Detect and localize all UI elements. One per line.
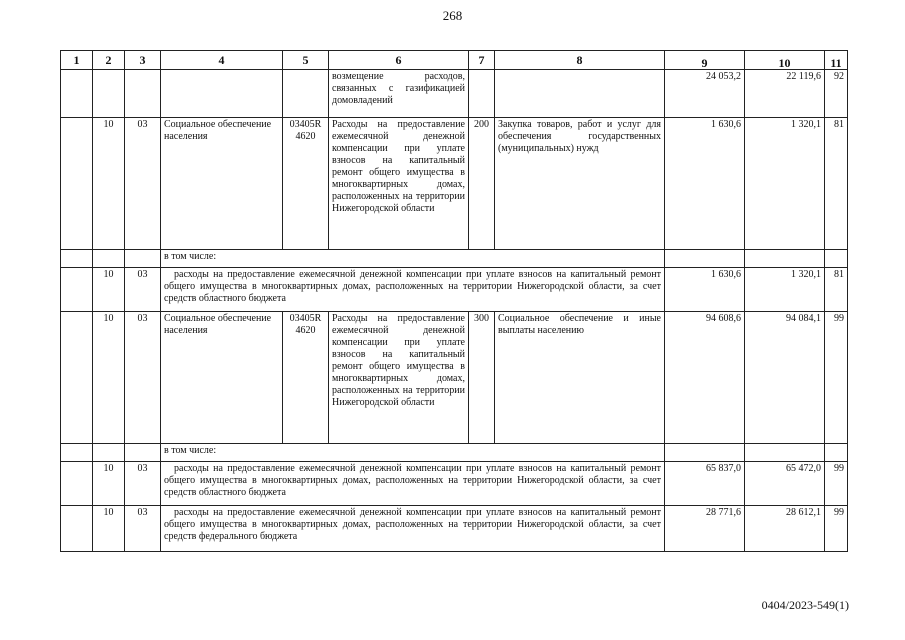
page-number: 268: [442, 8, 463, 23]
cell-col3: [125, 444, 161, 462]
cell-breakdown-desc: расходы на предоставление ежемесячной денежной компенсации при уплате взносов на капитальный ремонт общего имущества в многоквартирных домах, расположенных на территории Нижегородской области, за счет средств областного бюджета: [161, 462, 665, 506]
table-body: [61, 70, 848, 552]
header-row: [61, 51, 848, 70]
column-header-7: 7: [469, 51, 495, 70]
cell-name: [161, 70, 283, 118]
cell-col11: [825, 444, 848, 462]
cell-subsection: 03: [125, 506, 161, 552]
cell-section: 10: [93, 268, 125, 312]
cell-section: 10: [93, 462, 125, 506]
cell-expense-desc: Расходы на предоставление ежемесячной денежной компенсации при уплате взносов на капитальный ремонт общего имущества в многоквартирных домах, расположенных на территории Нижегородской области: [329, 118, 469, 250]
cell-amount-actual: 65 472,0: [745, 462, 825, 506]
document-code: 0404/2023-549(1): [761, 598, 849, 612]
cell-percent: 81: [825, 268, 848, 312]
cell-expense-desc: возмещение расходов, связанных с газификацией домовладений: [329, 70, 469, 118]
cell-target-code: 03405R 4620: [283, 118, 329, 250]
cell-amount-plan: 65 837,0: [665, 462, 745, 506]
cell-section: 10: [93, 312, 125, 444]
column-header-8: 8: [495, 51, 665, 70]
including-label: в том числе:: [161, 444, 665, 462]
cell-percent: 99: [825, 462, 848, 506]
cell-col9: [665, 444, 745, 462]
cell-col10: [745, 250, 825, 268]
cell-amount-plan: 1 630,6: [665, 118, 745, 250]
table-row: [61, 250, 848, 268]
column-header-5: 5: [283, 51, 329, 70]
cell-subsection: 03: [125, 462, 161, 506]
cell-amount-actual: 22 119,6: [745, 70, 825, 118]
cell-subsection: 03: [125, 312, 161, 444]
table-row: [61, 268, 848, 312]
including-label: в том числе:: [161, 250, 665, 268]
column-header-1: 1: [61, 51, 93, 70]
cell-percent: 99: [825, 312, 848, 444]
cell-percent: 92: [825, 70, 848, 118]
cell-section: 10: [93, 506, 125, 552]
cell-section: [93, 70, 125, 118]
cell-breakdown-desc: расходы на предоставление ежемесячной денежной компенсации при уплате взносов на капитальный ремонт общего имущества в многоквартирных домах, расположенных на территории Нижегородской области, за счет средств областного бюджета: [161, 268, 665, 312]
cell-expense-type-code: 300: [469, 312, 495, 444]
cell-col2: [93, 444, 125, 462]
cell-subsection: [125, 70, 161, 118]
cell-col1: [61, 268, 93, 312]
cell-amount-plan: 24 053,2: [665, 70, 745, 118]
cell-col2: [93, 250, 125, 268]
cell-col9: [665, 250, 745, 268]
cell-section: 10: [93, 118, 125, 250]
cell-expense-type-code: [469, 70, 495, 118]
cell-expense-type-name: Закупка товаров, работ и услуг для обеспечения государственных (муниципальных) нужд: [495, 118, 665, 250]
column-header-10: 10: [745, 51, 825, 70]
table-row: [61, 118, 848, 250]
column-header-4: 4: [161, 51, 283, 70]
cell-col1: [61, 70, 93, 118]
cell-percent: 81: [825, 118, 848, 250]
cell-expense-type-code: 200: [469, 118, 495, 250]
column-header-3: 3: [125, 51, 161, 70]
column-header-9: 9: [665, 51, 745, 70]
cell-col1: [61, 250, 93, 268]
cell-col1: [61, 506, 93, 552]
cell-amount-plan: 28 771,6: [665, 506, 745, 552]
cell-col3: [125, 250, 161, 268]
cell-col10: [745, 444, 825, 462]
table-row: [61, 444, 848, 462]
table-row: [61, 462, 848, 506]
cell-col1: [61, 462, 93, 506]
cell-expense-type-name: [495, 70, 665, 118]
cell-amount-actual: 1 320,1: [745, 118, 825, 250]
cell-target-code: [283, 70, 329, 118]
cell-percent: 99: [825, 506, 848, 552]
cell-col1: [61, 312, 93, 444]
column-header-2: 2: [93, 51, 125, 70]
table-row: [61, 312, 848, 444]
cell-col11: [825, 250, 848, 268]
table-row: [61, 70, 848, 118]
column-header-6: 6: [329, 51, 469, 70]
cell-name: Социальное обеспечение населения: [161, 312, 283, 444]
cell-breakdown-desc: расходы на предоставление ежемесячной денежной компенсации при уплате взносов на капитальный ремонт общего имущества в многоквартирных домах, расположенных на территории Нижегородской области, за счет средств федерального бюджета: [161, 506, 665, 552]
budget-table: [60, 50, 848, 552]
cell-amount-actual: 28 612,1: [745, 506, 825, 552]
cell-amount-plan: 94 608,6: [665, 312, 745, 444]
cell-amount-plan: 1 630,6: [665, 268, 745, 312]
cell-expense-desc: Расходы на предоставление ежемесячной денежной компенсации при уплате взносов на капитальный ремонт общего имущества в многоквартирных домах, расположенных на территории Нижегородской области: [329, 312, 469, 444]
column-header-11: 11: [825, 51, 848, 70]
cell-subsection: 03: [125, 268, 161, 312]
cell-subsection: 03: [125, 118, 161, 250]
cell-col1: [61, 444, 93, 462]
table-row: [61, 506, 848, 552]
cell-expense-type-name: Социальное обеспечение и иные выплаты населению: [495, 312, 665, 444]
cell-name: Социальное обеспечение населения: [161, 118, 283, 250]
cell-amount-actual: 1 320,1: [745, 268, 825, 312]
cell-col1: [61, 118, 93, 250]
cell-target-code: 03405R 4620: [283, 312, 329, 444]
cell-amount-actual: 94 084,1: [745, 312, 825, 444]
